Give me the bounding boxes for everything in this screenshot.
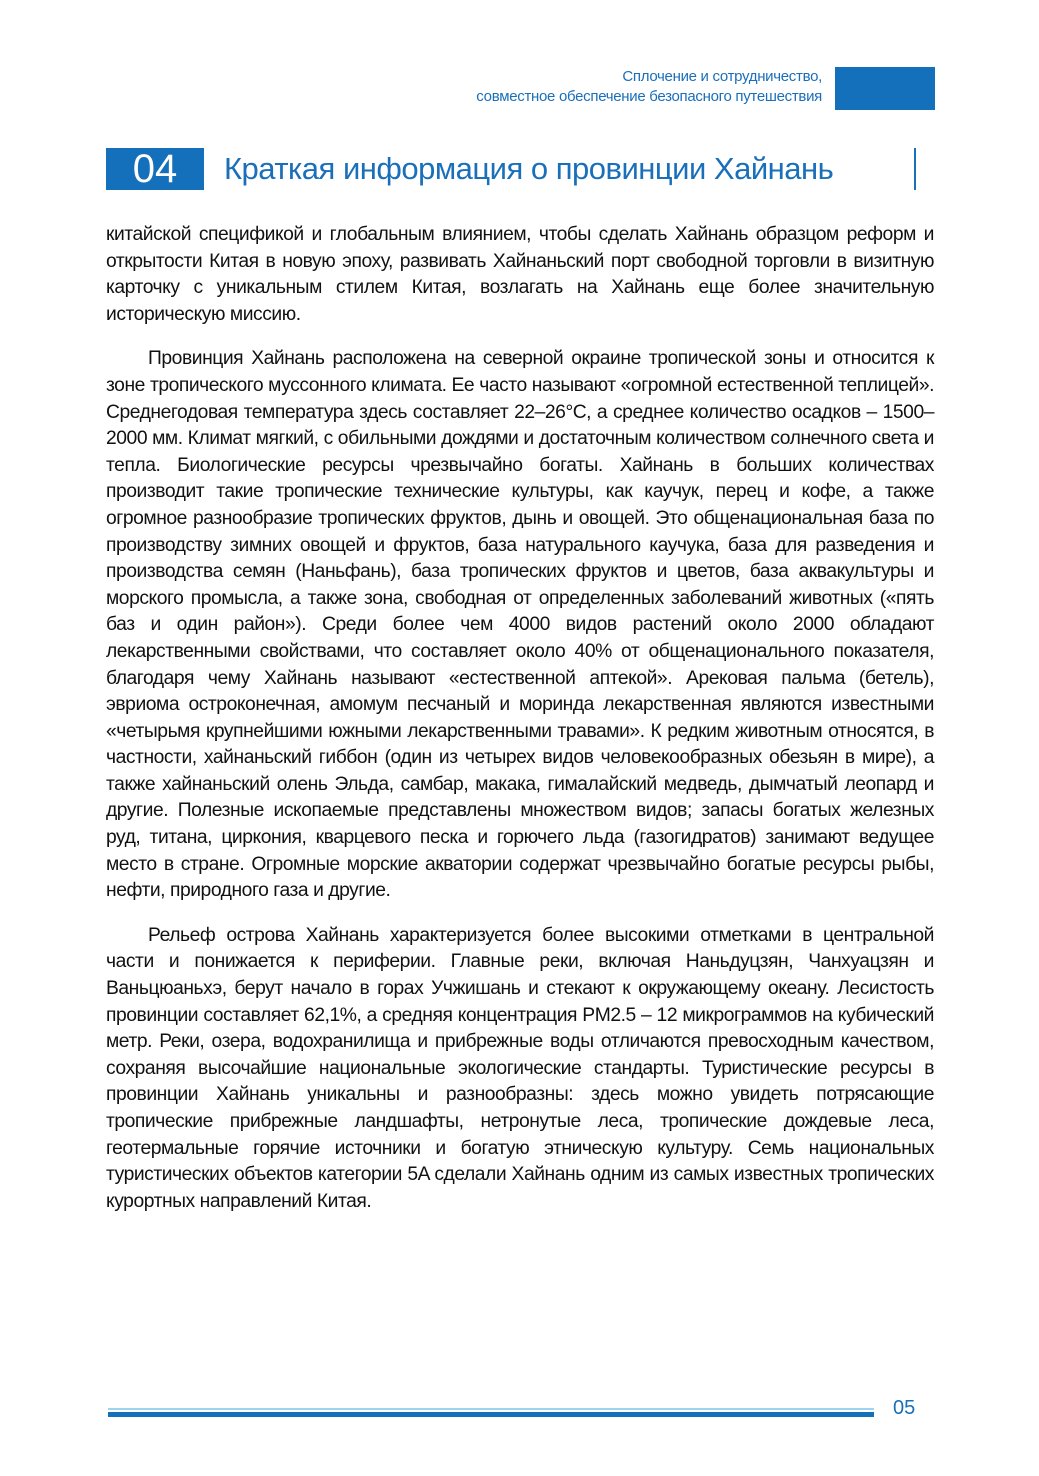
page-number: 05 bbox=[893, 1397, 916, 1419]
section-heading bbox=[106, 148, 833, 190]
title-divider-bar bbox=[914, 148, 916, 190]
paragraph-climate-resources: Провинция Хайнань расположена на северной окраине тропической зоны и относится к зоне тропического муссонного климата. Ее часто называют «огромной естественной теплицей». Среднегодовая температура здесь составляет 22–26°C, а среднее количество осадков – 1500–2000 мм. Климат мягкий, с обильными дождями и достаточным количеством солнечного света и тепла. Биологические ресурсы чрезвычайно богаты. Хайнань в больших количествах производит такие тропические технические культуры, как каучук, перец и кофе, а также огромное разнообразие тропических фруктов, дынь и овощей. Это общенациональная база по производству зимних овощей и фруктов, база натурального каучука, база для разведения и производства семян (Наньфань), база тропических фруктов и цветов, база аквакультуры и морского промысла, а также зона, свободная от определенных заболеваний животных («пять баз и один район»). Среди более чем 4000 видов растений около 2000 обладают лекарственными свойствами, что составляет около 40% от общенационального показателя, благодаря чему Хайнань называют «естественной аптекой». Арековая пальма (бетель), эвриома остроконечная, амомум песчаный и моринда лекарственная являются известными «четырьмя крупнейшими южными лекарственными травами». К редким животным относятся, в частности, хайнаньский гиббон (один из четырех видов человекообразных обезьян в мире), а также хайнаньский олень Эльда, самбар, макака, гималайский медведь, дымчатый леопард и другие. Полезные ископаемые представлены множеством видов; запасы богатых железных руд, титана, циркония, кварцевого песка и горючего льда (газогидратов) занимают ведущее место в стране. Огромные морские акватории содержат чрезвычайно богатые ресурсы рыбы, нефти, природного газа и другие. bbox=[106, 348, 934, 902]
running-header-line-1: Сплочение и сотрудничество, bbox=[622, 68, 822, 85]
section-number: 04 bbox=[106, 148, 204, 190]
running-header-line-2: совместное обеспечение безопасного путешествия bbox=[476, 88, 822, 105]
body-text bbox=[106, 222, 934, 1215]
running-header bbox=[476, 67, 822, 107]
paragraph-continued: китайской спецификой и глобальным влиянием, чтобы сделать Хайнань образцом реформ и открытости Китая в новую эпоху, развивать Хайнаньский порт свободной торговли в визитную карточку с уникальным стилем Китая, возлагать на Хайнань еще более значительную историческую миссию. bbox=[106, 224, 934, 325]
footer-rule-thin bbox=[108, 1408, 874, 1410]
footer-rule-thick bbox=[108, 1412, 874, 1417]
section-title: Краткая информация о провинции Хайнань bbox=[224, 151, 834, 186]
paragraph-relief-tourism: Рельеф острова Хайнань характеризуется более высокими отметками в центральной части и понижается к периферии. Главные реки, включая Наньдуцзян, Чанхуацзян и Ваньцюаньхэ, берут начало в горах Учжишань и стекают к окружающему океану. Лесистость провинции составляет 62,1%, а средняя концентрация PM2.5 – 12 микрограммов на кубический метр. Реки, озера, водохранилища и прибрежные воды отличаются превосходным качеством, сохраняя высочайшие национальные экологические стандарты. Туристические ресурсы в провинции Хайнань уникальны и разнообразны: здесь можно увидеть потрясающие тропические прибрежные ландшафты, нетронутые леса, тропические дождевые леса, геотермальные горячие источники и богатую этническую культуру. Семь национальных туристических объектов категории 5A сделали Хайнань одним из самых известных тропических курортных направлений Китая. bbox=[106, 924, 934, 1212]
header-accent-block bbox=[835, 67, 935, 110]
